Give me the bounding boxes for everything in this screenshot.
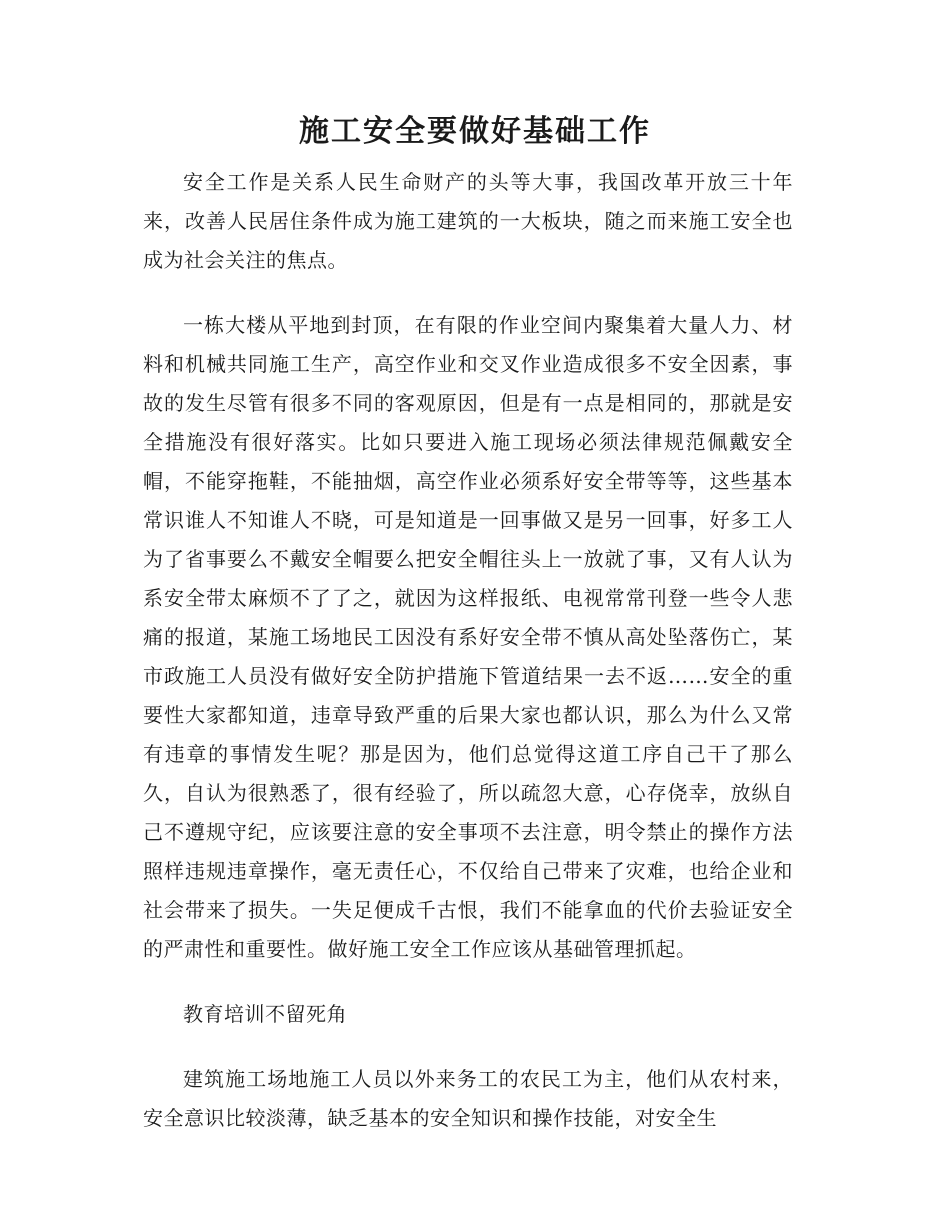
paragraph-spacer <box>143 969 793 995</box>
paragraph-spacer <box>143 1034 793 1060</box>
paragraph-spacer <box>143 280 793 306</box>
document-body <box>143 163 793 1138</box>
paragraph-main: 一栋大楼从平地到封顶，在有限的作业空间内聚集着大量人力、材料和机械共同施工生产，高空作业和交叉作业造成很多不安全因素，事故的发生尽管有很多不同的客观原因，但是有一点是相同的，那就是安全措施没有很好落实。比如只要进入施工现场必须法律规范佩戴安全帽，不能穿拖鞋，不能抽烟，高空作业必须系好安全带等等，这些基本常识谁人不知谁人不晓，可是知道是一回事做又是另一回事，好多工人为了省事要么不戴安全帽要么把安全帽往头上一放就了事，又有人认为系安全带太麻烦不了了之，就因为这样报纸、电视常常刊登一些令人悲痛的报道，某施工场地民工因没有系好安全带不慎从高处坠落伤亡，某市政施工人员没有做好安全防护措施下管道结果一去不返……安全的重要性大家都知道，违章导致严重的后果大家也都认识，那么为什么又常有违章的事情发生呢？那是因为，他们总觉得这道工序自己干了那么久，自认为很熟悉了，很有经验了，所以疏忽大意，心存侥幸，放纵自己不遵规守纪，应该要注意的安全事项不去注意，明令禁止的操作方法照样违规违章操作，毫无责任心，不仅给自己带来了灾难，也给企业和社会带来了损失。一失足便成千古恨，我们不能拿血的代价去验证安全的严肃性和重要性。做好施工安全工作应该从基础管理抓起。 <box>143 313 793 961</box>
document-title: 施工安全要做好基础工作 <box>299 114 651 149</box>
section-heading: 教育培训不留死角 <box>183 1002 347 1026</box>
paragraph-intro: 安全工作是关系人民生命财产的头等大事，我国改革开放三十年来，改善人民居住条件成为施工建筑的一大板块，随之而来施工安全也成为社会关注的焦点。 <box>143 170 793 272</box>
paragraph-training: 建筑施工场地施工人员以外来务工的农民工为主，他们从农村来，安全意识比较淡薄，缺乏基本的安全知识和操作技能，对安全生 <box>143 1067 793 1130</box>
